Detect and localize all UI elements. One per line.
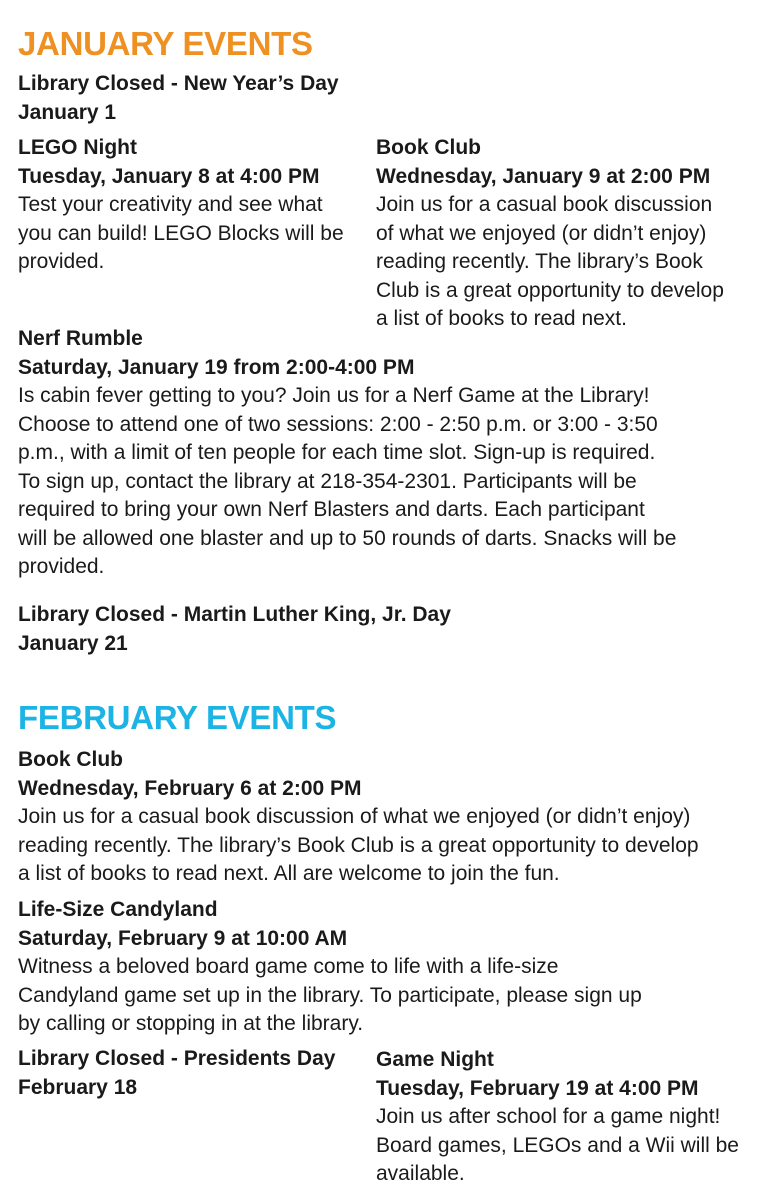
description-line: will be allowed one blaster and up to 50 rounds of darts. Snacks will be [18,526,677,550]
event-date: February 18 [18,1075,138,1099]
event-description [18,803,768,889]
event-title: Book Club [18,748,123,771]
description-line: To sign up, contact the library at 218-354-2301. Participants will be [18,469,637,493]
description-line: Witness a beloved board game come to life with a life-size [18,955,559,978]
event-closed-presidents-day [18,1045,368,1102]
description-line: reading recently. The library’s Book [376,250,703,273]
description-line: Test your creativity and see what [18,193,323,216]
event-date: Wednesday, January 9 at 2:00 PM [376,164,711,188]
description-line: you can build! LEGO Blocks will be [18,221,344,245]
description-line: a list of books to read next. [376,307,627,330]
event-description [18,382,768,582]
event-description [376,191,771,334]
event-lego-night [18,134,368,277]
event-nerf-rumble [18,325,768,582]
event-date: Saturday, January 19 from 2:00-4:00 PM [18,355,415,379]
description-line: reading recently. The library’s Book Club is a great opportunity to develop [18,833,699,857]
description-line: Board games, LEGOs and a Wii will be [376,1133,739,1157]
event-date: January 1 [18,100,117,124]
event-title: Book Club [376,136,481,159]
description-line: provided. [18,250,105,273]
event-date: Tuesday, January 8 at 4:00 PM [18,164,320,188]
description-line: Candyland game set up in the library. To participate, please sign up [18,983,642,1007]
event-closed-new-years [18,70,339,127]
event-title: Library Closed - Martin Luther King, Jr. Day [18,603,451,626]
event-book-club-january [376,134,771,334]
description-line: Is cabin fever getting to you? Join us for a Nerf Game at the Library! [18,384,650,407]
event-title: Library Closed - New Year’s Day [18,72,339,95]
january-heading: JANUARY EVENTS [18,25,313,62]
event-title: Nerf Rumble [18,327,143,350]
event-title: LEGO Night [18,136,137,159]
description-line: Join us for a casual book discussion [376,193,713,216]
event-description [18,191,368,277]
description-line: Join us after school for a game night! [376,1105,721,1128]
description-line: Club is a great opportunity to develop [376,278,724,302]
event-title: Life-Size Candyland [18,898,218,921]
description-line: of what we enjoyed (or didn’t enjoy) [376,221,707,245]
event-date: Wednesday, February 6 at 2:00 PM [18,776,362,800]
description-line: by calling or stopping in at the library. [18,1012,364,1035]
event-date: Saturday, February 9 at 10:00 AM [18,926,348,950]
event-closed-mlk [18,601,451,658]
description-line: a list of books to read next. All are welcome to join the fun. [18,862,560,885]
event-game-night [376,1046,771,1189]
february-heading: FEBRUARY EVENTS [18,699,337,736]
description-line: provided. [18,555,105,578]
description-line: Choose to attend one of two sessions: 2:00 - 2:50 p.m. or 3:00 - 3:50 [18,412,658,436]
event-description [376,1103,771,1189]
event-book-club-february [18,746,768,889]
event-description [18,953,768,1039]
event-life-size-candyland [18,896,768,1039]
description-line: available. [376,1162,465,1185]
description-line: required to bring your own Nerf Blasters and darts. Each participant [18,498,645,521]
event-date: January 21 [18,631,128,655]
event-title: Library Closed - Presidents Day [18,1047,336,1070]
event-date: Tuesday, February 19 at 4:00 PM [376,1076,699,1100]
event-title: Game Night [376,1048,494,1071]
description-line: p.m., with a limit of ten people for each time slot. Sign-up is required. [18,441,656,464]
description-line: Join us for a casual book discussion of what we enjoyed (or didn’t enjoy) [18,805,691,828]
